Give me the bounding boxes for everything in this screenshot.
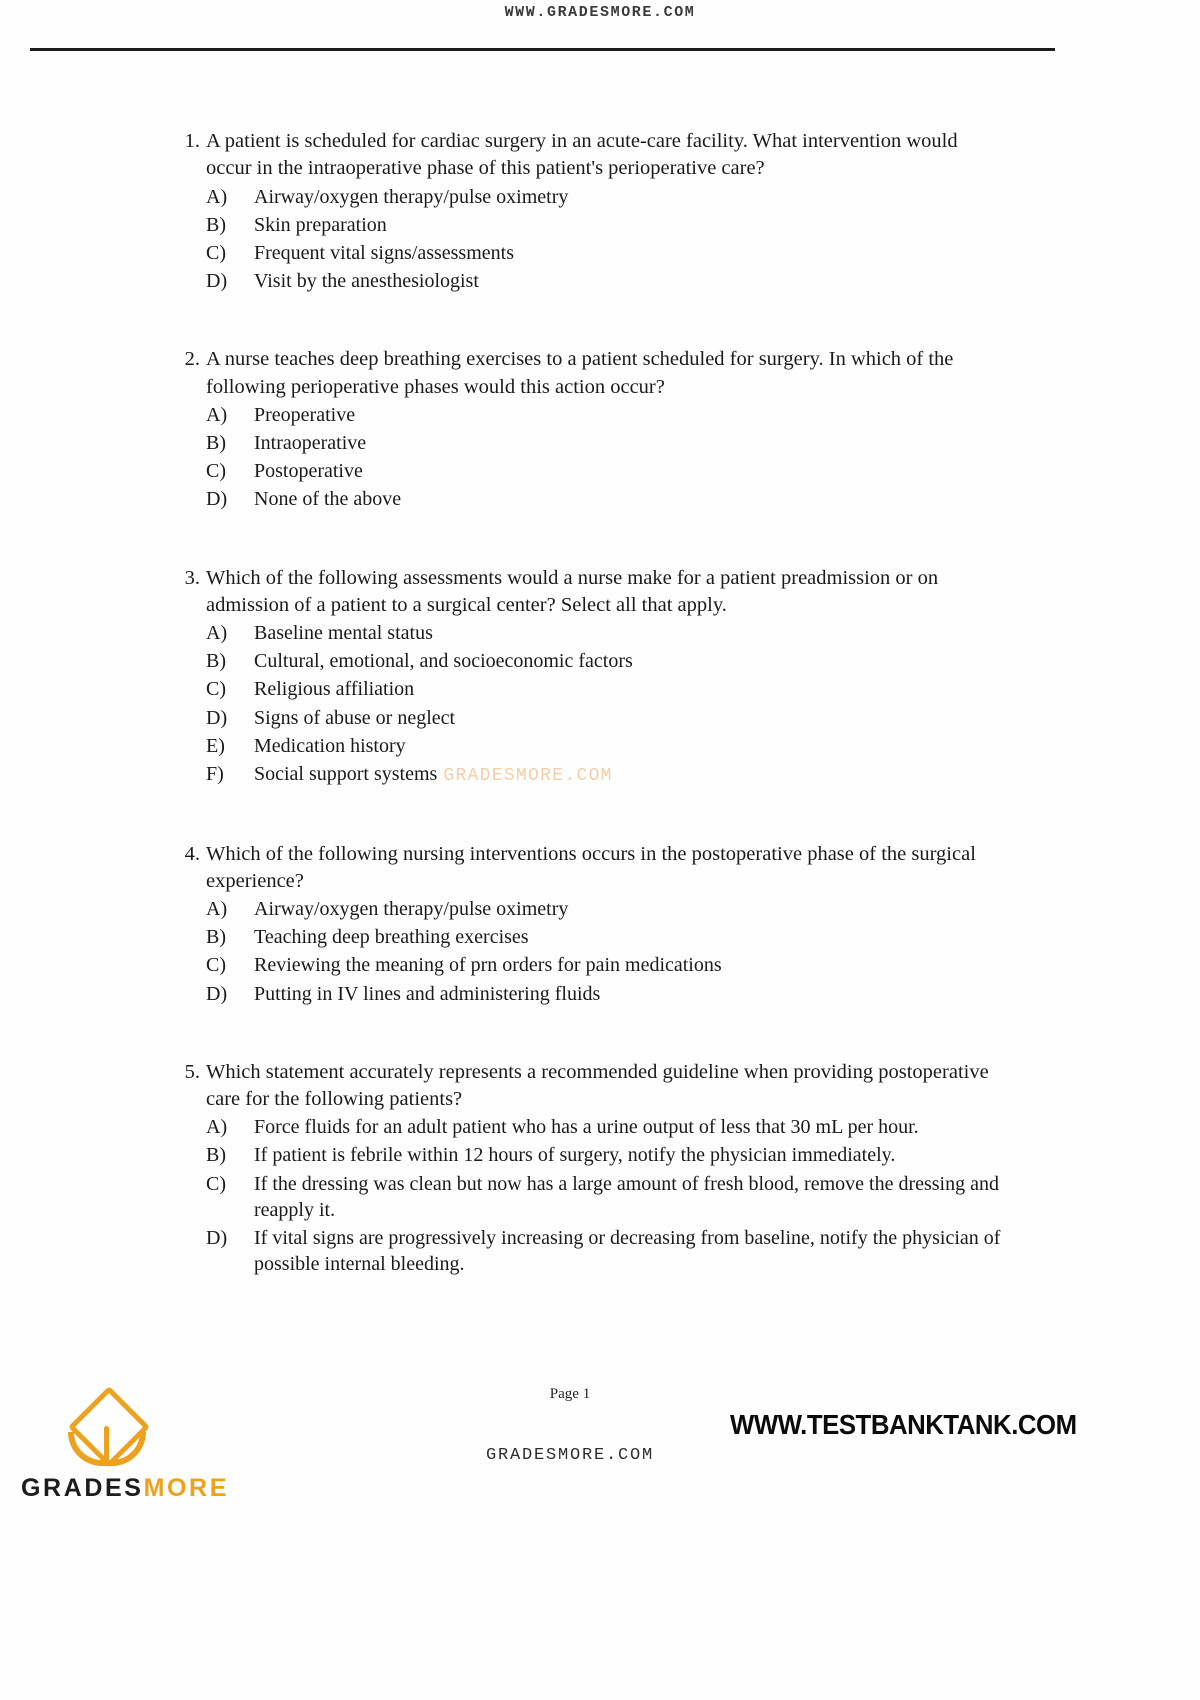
cap-brim-icon bbox=[68, 1432, 146, 1466]
option-letter: F) bbox=[206, 762, 224, 785]
option-letter: C) bbox=[206, 954, 226, 977]
option-text: Frequent vital signs/assessments bbox=[254, 241, 514, 264]
option-letter: D) bbox=[206, 488, 228, 511]
question-item bbox=[176, 1059, 1006, 1278]
logo-wordmark-primary: GRADES bbox=[21, 1474, 144, 1502]
option-text: If vital signs are progressively increasing or decreasing from baseline, notify the physician of possible internal bleeding. bbox=[254, 1227, 1001, 1276]
option-text: Skin preparation bbox=[254, 213, 387, 236]
answer-option[interactable] bbox=[206, 430, 1006, 456]
option-text: Medication history bbox=[254, 734, 406, 757]
header-divider bbox=[30, 48, 1055, 51]
answer-option[interactable] bbox=[206, 402, 1006, 428]
footer-site-url: GRADESMORE.COM bbox=[485, 1446, 655, 1465]
option-text: Airway/oxygen therapy/pulse oximetry bbox=[254, 898, 569, 921]
logo-wordmark bbox=[10, 1474, 240, 1503]
answer-option[interactable] bbox=[206, 952, 1006, 978]
option-letter: A) bbox=[206, 1116, 228, 1139]
option-text: Preoperative bbox=[254, 403, 356, 426]
option-letter: A) bbox=[206, 898, 228, 921]
option-letter: D) bbox=[206, 706, 228, 729]
answer-option[interactable] bbox=[206, 184, 1006, 210]
option-text: Force fluids for an adult patient who has a urine output of less that 30 mL per hour. bbox=[254, 1116, 919, 1139]
option-text: Reviewing the meaning of prn orders for pain medications bbox=[254, 954, 722, 977]
option-letter: A) bbox=[206, 185, 228, 208]
question-item bbox=[176, 841, 1006, 1007]
option-text: Religious affiliation bbox=[254, 678, 415, 701]
option-list bbox=[176, 896, 1006, 1007]
question-stem bbox=[176, 1059, 1006, 1114]
option-text: Putting in IV lines and administering fluids bbox=[254, 982, 601, 1005]
question-stem-text: A nurse teaches deep breathing exercises to a patient scheduled for surgery. In which of the following perioperative phases would this action occur? bbox=[206, 348, 954, 398]
answer-option[interactable] bbox=[206, 620, 1006, 646]
question-number: 2. bbox=[184, 348, 200, 371]
inline-watermark: GRADESMORE.COM bbox=[443, 765, 613, 786]
question-item bbox=[176, 128, 1006, 294]
option-letter: B) bbox=[206, 431, 226, 454]
option-letter: D) bbox=[206, 1227, 228, 1250]
answer-option[interactable] bbox=[206, 705, 1006, 731]
option-text: Visit by the anesthesiologist bbox=[254, 270, 479, 293]
answer-option[interactable] bbox=[206, 240, 1006, 266]
header-site-url: WWW.GRADESMORE.COM bbox=[504, 4, 696, 21]
option-letter: B) bbox=[206, 926, 226, 949]
option-letter: C) bbox=[206, 460, 226, 483]
answer-option[interactable] bbox=[206, 212, 1006, 238]
question-item bbox=[176, 346, 1006, 512]
answer-option[interactable] bbox=[206, 458, 1006, 484]
answer-option[interactable] bbox=[206, 268, 1006, 294]
gradesmore-logo bbox=[10, 1396, 240, 1506]
question-stem-text: Which of the following nursing interventions occurs in the postoperative phase of the surgical experience? bbox=[206, 842, 976, 892]
option-text: Signs of abuse or neglect bbox=[254, 706, 456, 729]
option-text: Social support systems bbox=[254, 762, 438, 785]
question-stem bbox=[176, 346, 1006, 401]
option-letter: C) bbox=[206, 1172, 226, 1195]
option-list bbox=[176, 1114, 1006, 1277]
option-list bbox=[176, 402, 1006, 513]
answer-option[interactable] bbox=[206, 981, 1006, 1007]
answer-option[interactable] bbox=[206, 1171, 1006, 1223]
option-letter: B) bbox=[206, 213, 226, 236]
answer-option[interactable] bbox=[206, 1142, 1006, 1168]
answer-option[interactable] bbox=[206, 676, 1006, 702]
question-number: 3. bbox=[184, 566, 200, 589]
option-text: Airway/oxygen therapy/pulse oximetry bbox=[254, 185, 569, 208]
question-stem-text: Which statement accurately represents a recommended guideline when providing postoperative care for the following patients? bbox=[206, 1060, 989, 1111]
question-number: 4. bbox=[184, 842, 200, 865]
option-letter: E) bbox=[206, 734, 225, 757]
option-text: If patient is febrile within 12 hours of surgery, notify the physician immediately. bbox=[254, 1144, 896, 1167]
option-list bbox=[176, 620, 1006, 789]
answer-option[interactable] bbox=[206, 761, 1006, 789]
option-letter: A) bbox=[206, 403, 228, 426]
option-letter: B) bbox=[206, 1144, 226, 1167]
option-text: Teaching deep breathing exercises bbox=[254, 926, 529, 949]
logo-wordmark-accent: MORE bbox=[143, 1474, 229, 1502]
option-text: Intraoperative bbox=[254, 431, 367, 454]
graduation-cap-icon bbox=[68, 1396, 146, 1474]
question-list bbox=[176, 128, 1006, 1279]
option-letter: D) bbox=[206, 982, 228, 1005]
question-stem-text: Which of the following assessments would a nurse make for a patient preadmission or on admission of a patient to a surgical center? Select all that apply. bbox=[206, 566, 939, 616]
page-number-label: Page 1 bbox=[549, 1386, 591, 1402]
testbanktank-url: WWW.TESTBANKTANK.COM bbox=[730, 1409, 1077, 1440]
answer-option[interactable] bbox=[206, 486, 1006, 512]
option-text: Cultural, emotional, and socioeconomic factors bbox=[254, 650, 633, 673]
question-item bbox=[176, 565, 1006, 789]
option-text: Postoperative bbox=[254, 460, 363, 483]
answer-option[interactable] bbox=[206, 1225, 1006, 1277]
answer-option[interactable] bbox=[206, 924, 1006, 950]
answer-option[interactable] bbox=[206, 896, 1006, 922]
question-stem-text: A patient is scheduled for cardiac surgery in an acute-care facility. What intervention would occur in the intraoperative phase of this patient's perioperative care? bbox=[206, 130, 958, 180]
option-letter: D) bbox=[206, 270, 228, 293]
question-stem bbox=[176, 565, 1006, 620]
option-letter: B) bbox=[206, 650, 226, 673]
option-letter: A) bbox=[206, 622, 228, 644]
question-stem bbox=[176, 128, 1006, 183]
option-text: If the dressing was clean but now has a large amount of fresh blood, remove the dressing and reapply it. bbox=[254, 1172, 999, 1221]
option-letter: C) bbox=[206, 241, 226, 264]
answer-option[interactable] bbox=[206, 1114, 1006, 1140]
option-text: Baseline mental status bbox=[254, 622, 433, 644]
answer-option[interactable] bbox=[206, 648, 1006, 674]
option-letter: C) bbox=[206, 678, 226, 701]
question-stem bbox=[176, 841, 1006, 896]
option-list bbox=[176, 184, 1006, 295]
question-number: 5. bbox=[184, 1060, 200, 1083]
answer-option[interactable] bbox=[206, 733, 1006, 759]
option-text: None of the above bbox=[254, 488, 402, 511]
question-number: 1. bbox=[184, 130, 200, 152]
